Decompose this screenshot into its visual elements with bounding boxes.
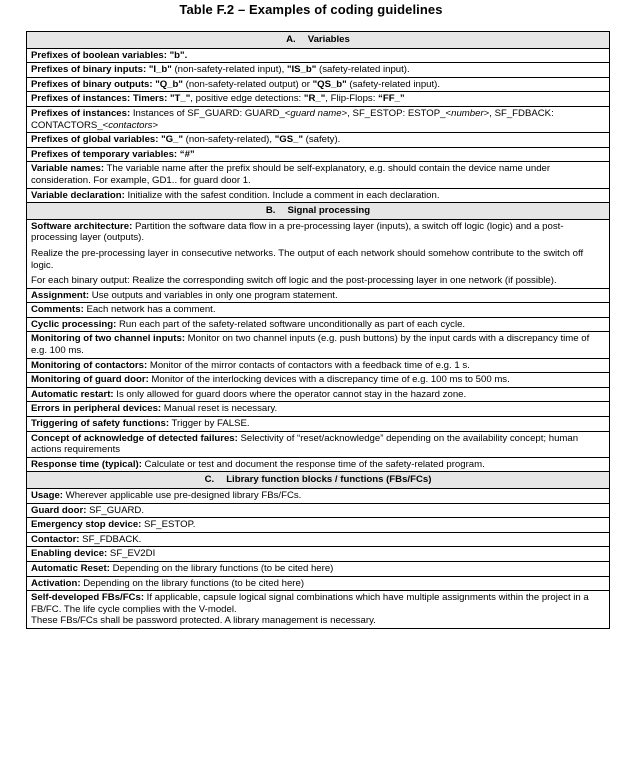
table-row	[27, 147, 610, 162]
section-header-variables: A. Variables	[27, 32, 610, 49]
table-row: Activation: Depending on the library functions (to be cited here)	[27, 576, 610, 591]
row-label: Automatic Reset:	[31, 562, 110, 574]
row-label: Emergency stop device:	[31, 519, 142, 531]
row-label: Monitoring of two channel inputs:	[31, 333, 186, 345]
table-row: Prefixes of binary inputs: "I_b" (non-safety-related input), "IS_b" (safety-related input).	[27, 63, 610, 78]
table-row: Concept of acknowledge of detected failures: Selectivity of “reset/acknowledge” depending on the availability concept; human actions requirements	[27, 431, 610, 457]
row-label: Cyclic processing:	[31, 318, 117, 330]
table-row: Variable names: The variable name after the prefix should be self-explanatory, e.g. should contain the device name under consideration. For example, GD1.. for guard door 1.	[27, 162, 610, 188]
row-label: Prefixes of binary inputs: "I_b"	[31, 64, 172, 76]
table-row: Cyclic processing: Run each part of the safety-related software unconditionally as part of each cycle.	[27, 317, 610, 332]
row-label: Prefixes of temporary variables: “#”	[31, 148, 195, 160]
table-row: Enabling device: SF_EV2DI	[27, 547, 610, 562]
row-label: Usage:	[31, 490, 63, 501]
table-row: Prefixes of global variables: "G_" (non-safety-related), "GS_" (safety).	[27, 133, 610, 148]
table-row: Assignment: Use outputs and variables in only one program statement.	[27, 288, 610, 303]
row-label: Monitoring of guard door:	[31, 374, 149, 386]
row-label: Enabling device:	[31, 548, 108, 560]
table-row: Software architecture: Partition the software data flow in a pre-processing layer (inputs), a switch off logic (logic) and a post-processing layer (outputs). Realize the pre-processing layer in consecutive networks. The output of each network should somehow contribute to the switch off logic. For each binary output: Realize the corresponding switch off logic and the post-processing layer in one network (if possible).	[27, 219, 610, 288]
row-label: Prefixes of binary outputs: "Q_b"	[31, 78, 183, 90]
table-row: Monitoring of guard door: Monitor of the interlocking devices with a discrepancy time of e.g. 100 ms to 500 ms.	[27, 373, 610, 388]
row-label: Prefixes of global variables: "G_"	[31, 134, 183, 146]
row-label: Activation:	[31, 577, 81, 589]
table-row: Contactor: SF_FDBACK.	[27, 532, 610, 547]
table-row: Guard door: SF_GUARD.	[27, 503, 610, 518]
row-label: Concept of acknowledge of detected failures:	[31, 432, 238, 444]
row-label: Assignment:	[31, 289, 90, 301]
row-label: Software architecture:	[31, 220, 133, 232]
row-label: Errors in peripheral devices:	[31, 403, 162, 415]
table-title: Table F.2 – Examples of coding guidelines	[179, 2, 443, 17]
table-row	[27, 48, 610, 63]
section-header-signal-processing: B. Signal processing	[27, 203, 610, 220]
row-label: Prefixes of instances:	[31, 107, 131, 119]
row-label: Monitoring of contactors:	[31, 359, 148, 371]
row-label: Triggering of safety functions:	[31, 418, 170, 430]
row-label: Guard door:	[31, 504, 87, 516]
table-row: Automatic Reset: Depending on the library functions (to be cited here)	[27, 561, 610, 576]
table-row: Monitoring of two channel inputs: Monitor on two channel inputs (e.g. push buttons) by the input cards with a discrepancy time of e.g. 100 ms.	[27, 332, 610, 358]
table-row: Prefixes of instances: Instances of SF_GUARD: GUARD_<guard name>, SF_ESTOP: ESTOP_<number>, SF_FDBACK: CONTACTORS_<contactors>	[27, 106, 610, 132]
table-row: Comments: Each network has a comment.	[27, 303, 610, 318]
row-label: Prefixes of boolean variables: "b".	[31, 49, 188, 61]
table-row: Errors in peripheral devices: Manual reset is necessary.	[27, 402, 610, 417]
row-label: Variable names:	[31, 163, 105, 175]
row-label: Response time (typical):	[31, 458, 142, 470]
table-row: Variable declaration: Initialize with the safest condition. Include a comment in each declaration.	[27, 188, 610, 203]
table-row: Self-developed FBs/FCs: If applicable, capsule logical signal combinations which have multiple assignments within the project in a FB/FC. The life cycle complies with the V-model. These FBs/FCs shall be password protected. A library management is necessary.	[27, 591, 610, 629]
section-header-library-function-blocks: C. Library function blocks / functions (FBs/FCs)	[27, 472, 610, 489]
row-label: Self-developed FBs/FCs:	[31, 592, 145, 604]
row-label: Variable declaration:	[31, 189, 125, 201]
table-row: Usage: Wherever applicable use pre-designed library FBs/FCs.	[27, 489, 610, 504]
table-row: Triggering of safety functions: Trigger by FALSE.	[27, 417, 610, 432]
coding-guidelines-table	[26, 31, 610, 629]
table-row: Prefixes of binary outputs: "Q_b" (non-safety-related output) or "QS_b" (safety-related input).	[27, 77, 610, 92]
table-row: Prefixes of instances: Timers: "T_", positive edge detections: "R_", Flip-Flops: “FF_”	[27, 92, 610, 107]
table-row: Emergency stop device: SF_ESTOP.	[27, 518, 610, 533]
row-label: Automatic restart:	[31, 388, 114, 400]
table-row: Automatic restart: Is only allowed for guard doors where the operator cannot stay in the hazard zone.	[27, 387, 610, 402]
row-label: Contactor:	[31, 533, 80, 545]
table-row: Monitoring of contactors: Monitor of the mirror contacts of contactors with a feedback time of e.g. 1 s.	[27, 358, 610, 373]
table-row: Response time (typical): Calculate or test and document the response time of the safety-related program.	[27, 457, 610, 472]
row-label: Comments:	[31, 304, 84, 316]
row-label: Prefixes of instances: Timers: "T_"	[31, 93, 191, 105]
